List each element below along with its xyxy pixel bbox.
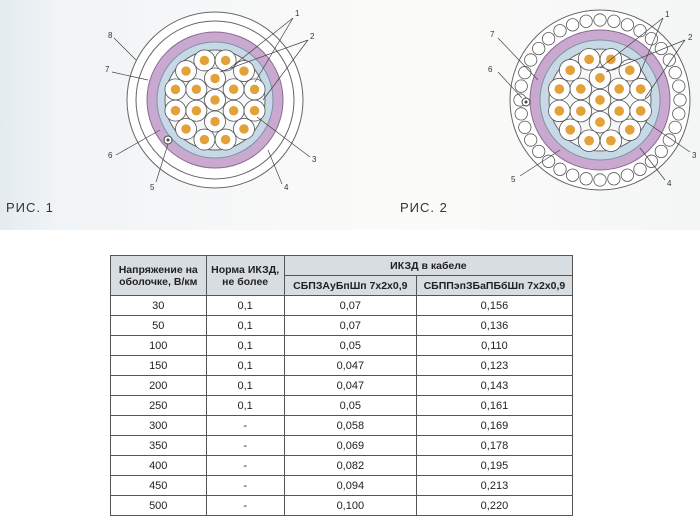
callout-1: 1 [295,9,300,18]
callout-6: 6 [108,151,113,160]
cell-norm: - [206,416,284,436]
cell-cable-2: 0,110 [416,336,572,356]
figure-2-caption: РИС. 2 [400,200,448,215]
armor-wire [608,15,620,27]
callout-5: 5 [511,175,516,184]
conductor-core [229,85,238,94]
callout-4: 4 [284,183,289,192]
callout-5: 5 [150,183,155,192]
armor-wire [515,80,527,92]
conductor-core [181,66,190,75]
conductor-core [595,95,605,105]
callout-2: 2 [310,32,315,41]
table-row [111,496,573,516]
conductor-core [229,106,238,115]
conductor-core [239,124,248,133]
cell-cable-1: 0,100 [284,496,416,516]
callout-7: 7 [105,65,110,74]
armor-wire [542,155,554,167]
table-row [111,456,573,476]
conductor-core [221,135,230,144]
conductor-core [554,106,564,116]
table-row [111,416,573,436]
conductor-core [614,106,624,116]
callout-6: 6 [488,65,493,74]
armor-wire [533,145,545,157]
callout-1: 1 [665,10,670,19]
armor-wire [566,19,578,31]
conductor-core [200,135,209,144]
cell-norm: - [206,436,284,456]
cell-cable-1: 0,07 [284,296,416,316]
cell-voltage: 450 [111,476,207,496]
conductor-core [171,85,180,94]
conductor-core [576,106,586,116]
cell-cable-1: 0,069 [284,436,416,456]
cell-voltage: 250 [111,396,207,416]
header-voltage: Напряжение на оболочке, В/км [111,256,207,296]
conductor-core [595,73,605,83]
conductor-core [625,65,635,75]
cell-norm: - [206,456,284,476]
conductor-core [625,125,635,135]
armor-wire [663,54,675,66]
conductor-core [200,56,209,65]
cell-norm: 0,1 [206,356,284,376]
table-row [111,396,573,416]
cell-cable-1: 0,05 [284,336,416,356]
cell-voltage: 150 [111,356,207,376]
armor-wire [519,121,531,133]
armor-wire [634,25,646,37]
figure-1-caption: РИС. 1 [6,200,54,215]
armor-wire [519,66,531,78]
armor-wire [674,94,686,106]
cable-cross-section-figure-1 [100,0,340,210]
table-row [111,336,573,356]
callout-2: 2 [688,33,693,42]
cell-cable-2: 0,143 [416,376,572,396]
conductor-core [250,85,259,94]
armor-wire [608,173,620,185]
armor-wire [669,66,681,78]
armor-wire [525,134,537,146]
armor-wire [634,163,646,175]
cell-norm: 0,1 [206,296,284,316]
cell-voltage: 350 [111,436,207,456]
cell-voltage: 100 [111,336,207,356]
armor-wire [621,19,633,31]
conductor-core [565,125,575,135]
cell-norm: - [206,496,284,516]
table-row [111,316,573,336]
cable-cross-section-figure-2 [480,0,700,220]
armor-wire [533,42,545,54]
table-row [111,376,573,396]
cell-norm: - [206,476,284,496]
callout-7: 7 [490,30,495,39]
cell-cable-2: 0,156 [416,296,572,316]
armor-wire [594,174,606,186]
armor-wire [580,173,592,185]
armor-wire [669,121,681,133]
cell-voltage: 400 [111,456,207,476]
conductor-core [576,84,586,94]
conductor-core [584,54,594,64]
conductor-core [584,136,594,146]
conductor-core [210,74,219,83]
conductor-core [606,136,616,146]
cell-voltage: 500 [111,496,207,516]
header-group: ИКЗД в кабеле [284,256,572,276]
armor-wire [645,33,657,45]
conductor-core [171,106,180,115]
cell-cable-2: 0,195 [416,456,572,476]
conductor-core [595,117,605,127]
conductor-core [210,95,219,104]
cell-norm: 0,1 [206,316,284,336]
armor-wire [580,15,592,27]
armor-wire [542,33,554,45]
conductor-core [554,84,564,94]
conductor-core [636,106,646,116]
cell-norm: 0,1 [206,396,284,416]
cell-cable-1: 0,047 [284,356,416,376]
conductor-core [614,84,624,94]
armor-wire [566,169,578,181]
cell-voltage: 300 [111,416,207,436]
table-row [111,296,573,316]
cell-cable-2: 0,123 [416,356,572,376]
conductor-core [192,85,201,94]
armor-wire [594,14,606,26]
conductor-core [239,66,248,75]
cell-cable-1: 0,07 [284,316,416,336]
armor-wire [673,108,685,120]
callout-4: 4 [667,179,672,188]
armor-wire [673,80,685,92]
callout-3: 3 [692,151,697,160]
cell-cable-1: 0,094 [284,476,416,496]
armor-wire [525,54,537,66]
conductor-core [565,65,575,75]
cell-cable-2: 0,169 [416,416,572,436]
table-row [111,476,573,496]
armor-wire [655,145,667,157]
armor-wire [515,108,527,120]
armor-wire [663,134,675,146]
conductor-core [636,84,646,94]
table-row [111,356,573,376]
cell-norm: 0,1 [206,376,284,396]
cell-cable-2: 0,213 [416,476,572,496]
callout-3: 3 [312,155,317,164]
scan-edge-shadow [0,0,60,230]
cell-cable-1: 0,047 [284,376,416,396]
cell-voltage: 200 [111,376,207,396]
cell-cable-1: 0,058 [284,416,416,436]
cell-voltage: 30 [111,296,207,316]
cell-cable-2: 0,220 [416,496,572,516]
cell-cable-1: 0,082 [284,456,416,476]
armor-wire [621,169,633,181]
table-row [111,436,573,456]
conductor-core [181,124,190,133]
ikzd-table [110,255,573,516]
header-norm: Норма ИКЗД, не более [206,256,284,296]
armor-wire [554,163,566,175]
callout-8: 8 [108,31,113,40]
armor-wire [554,25,566,37]
cell-cable-1: 0,05 [284,396,416,416]
cell-cable-2: 0,178 [416,436,572,456]
conductor-core [210,117,219,126]
header-cable-1: СБПЗАуБпШп 7х2х0,9 [284,276,416,296]
armor-wire [655,42,667,54]
cell-cable-2: 0,161 [416,396,572,416]
conductor-core [192,106,201,115]
header-cable-2: СБППэпЗБаПБбШп 7х2х0,9 [416,276,572,296]
conductor-core [250,106,259,115]
conductor-core [221,56,230,65]
cell-voltage: 50 [111,316,207,336]
cell-norm: 0,1 [206,336,284,356]
cell-cable-2: 0,136 [416,316,572,336]
